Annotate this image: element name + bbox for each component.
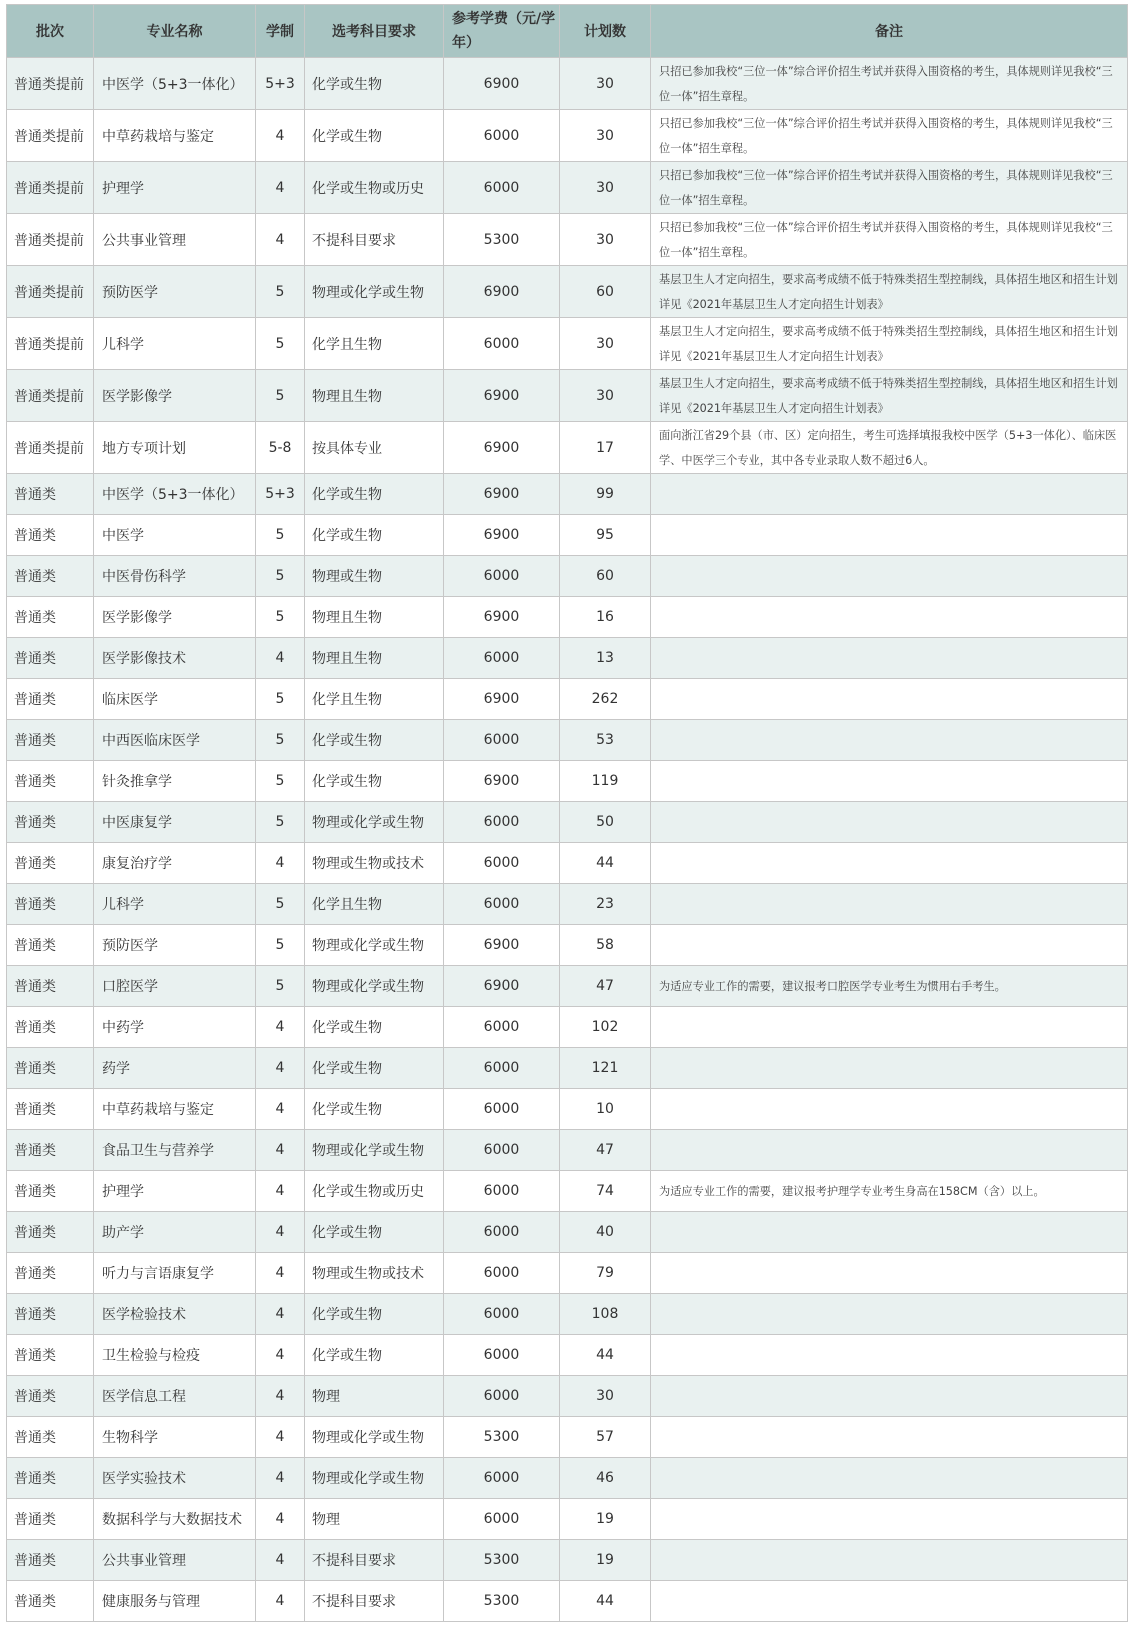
duration-cell: 5 [256, 556, 305, 597]
subjects-cell: 化学或生物 [305, 1007, 444, 1048]
note-cell: 基层卫生人才定向招生，要求高考成绩不低于特殊类招生型控制线，具体招生地区和招生计划详见《2021年基层卫生人才定向招生计划表》 [651, 266, 1128, 318]
subjects-cell: 物理 [305, 1499, 444, 1540]
note-cell [651, 1581, 1128, 1622]
note-cell [651, 1376, 1128, 1417]
subjects-cell: 化学且生物 [305, 318, 444, 370]
table-row [7, 843, 1128, 884]
duration-cell: 4 [256, 1130, 305, 1171]
batch-cell: 普通类 [7, 679, 94, 720]
table-row [7, 1089, 1128, 1130]
major-cell: 中草药栽培与鉴定 [94, 110, 256, 162]
duration-cell: 4 [256, 162, 305, 214]
plan-cell: 30 [560, 58, 651, 110]
subjects-cell: 化学或生物 [305, 720, 444, 761]
major-cell: 中西医临床医学 [94, 720, 256, 761]
table-row [7, 1171, 1128, 1212]
plan-cell: 44 [560, 1581, 651, 1622]
duration-cell: 4 [256, 1581, 305, 1622]
major-cell: 儿科学 [94, 884, 256, 925]
major-cell: 医学信息工程 [94, 1376, 256, 1417]
fee-cell: 6900 [444, 966, 560, 1007]
subjects-cell: 物理或化学或生物 [305, 1130, 444, 1171]
major-cell: 药学 [94, 1048, 256, 1089]
subjects-cell: 物理或生物 [305, 556, 444, 597]
table-row [7, 1335, 1128, 1376]
note-cell [651, 1212, 1128, 1253]
note-cell [651, 1294, 1128, 1335]
batch-cell: 普通类 [7, 1007, 94, 1048]
note-cell [651, 1335, 1128, 1376]
note-cell [651, 884, 1128, 925]
batch-cell: 普通类 [7, 1294, 94, 1335]
fee-cell: 6000 [444, 802, 560, 843]
fee-cell: 6000 [444, 1253, 560, 1294]
table-row [7, 1212, 1128, 1253]
major-cell: 听力与言语康复学 [94, 1253, 256, 1294]
batch-cell: 普通类 [7, 843, 94, 884]
major-cell: 数据科学与大数据技术 [94, 1499, 256, 1540]
duration-cell: 5 [256, 761, 305, 802]
duration-cell: 5 [256, 884, 305, 925]
fee-cell: 6000 [444, 1007, 560, 1048]
plan-cell: 74 [560, 1171, 651, 1212]
note-cell: 面向浙江省29个县（市、区）定向招生，考生可选择填报我校中医学（5+3一体化）、临床医学、中医学三个专业，其中各专业录取人数不超过6人。 [651, 422, 1128, 474]
duration-cell: 4 [256, 843, 305, 884]
major-cell: 健康服务与管理 [94, 1581, 256, 1622]
batch-cell: 普通类 [7, 1253, 94, 1294]
batch-cell: 普通类提前 [7, 318, 94, 370]
table-row [7, 884, 1128, 925]
subjects-cell: 物理 [305, 1376, 444, 1417]
fee-cell: 6900 [444, 597, 560, 638]
note-cell [651, 1417, 1128, 1458]
duration-cell: 4 [256, 1499, 305, 1540]
fee-cell: 6000 [444, 1458, 560, 1499]
duration-cell: 5 [256, 679, 305, 720]
fee-cell: 6000 [444, 884, 560, 925]
batch-cell: 普通类 [7, 638, 94, 679]
plan-cell: 44 [560, 843, 651, 884]
major-cell: 预防医学 [94, 266, 256, 318]
fee-cell: 6900 [444, 58, 560, 110]
fee-cell: 6000 [444, 162, 560, 214]
major-cell: 儿科学 [94, 318, 256, 370]
fee-cell: 6900 [444, 370, 560, 422]
subjects-cell: 物理且生物 [305, 370, 444, 422]
plan-cell: 58 [560, 925, 651, 966]
major-cell: 卫生检验与检疫 [94, 1335, 256, 1376]
fee-cell: 5300 [444, 1540, 560, 1581]
duration-cell: 5 [256, 266, 305, 318]
major-cell: 医学影像学 [94, 597, 256, 638]
table-row [7, 1417, 1128, 1458]
plan-cell: 40 [560, 1212, 651, 1253]
major-cell: 中医骨伤科学 [94, 556, 256, 597]
table-row [7, 1499, 1128, 1540]
subjects-cell: 物理且生物 [305, 638, 444, 679]
batch-cell: 普通类 [7, 1540, 94, 1581]
table-row [7, 597, 1128, 638]
note-cell: 为适应专业工作的需要，建议报考口腔医学专业考生为惯用右手考生。 [651, 966, 1128, 1007]
major-cell: 护理学 [94, 1171, 256, 1212]
fee-cell: 6000 [444, 1089, 560, 1130]
duration-cell: 5 [256, 802, 305, 843]
major-cell: 医学影像技术 [94, 638, 256, 679]
note-cell [651, 1253, 1128, 1294]
fee-cell: 6000 [444, 110, 560, 162]
table-row [7, 1376, 1128, 1417]
plan-cell: 119 [560, 761, 651, 802]
note-cell [651, 1048, 1128, 1089]
subjects-cell: 化学且生物 [305, 679, 444, 720]
major-cell: 助产学 [94, 1212, 256, 1253]
subjects-cell: 化学或生物 [305, 515, 444, 556]
table-row [7, 679, 1128, 720]
duration-cell: 4 [256, 1007, 305, 1048]
batch-cell: 普通类 [7, 720, 94, 761]
plan-cell: 262 [560, 679, 651, 720]
note-cell: 基层卫生人才定向招生，要求高考成绩不低于特殊类招生型控制线，具体招生地区和招生计划详见《2021年基层卫生人才定向招生计划表》 [651, 318, 1128, 370]
plan-cell: 30 [560, 318, 651, 370]
subjects-cell: 物理或化学或生物 [305, 802, 444, 843]
duration-cell: 5 [256, 720, 305, 761]
table-row [7, 110, 1128, 162]
plan-cell: 30 [560, 1376, 651, 1417]
note-cell [651, 679, 1128, 720]
table-row [7, 925, 1128, 966]
fee-cell: 5300 [444, 1417, 560, 1458]
plan-cell: 17 [560, 422, 651, 474]
subjects-cell: 化学或生物 [305, 1048, 444, 1089]
fee-cell: 6000 [444, 720, 560, 761]
major-cell: 康复治疗学 [94, 843, 256, 884]
header-plan: 计划数 [560, 5, 651, 58]
fee-cell: 6000 [444, 1048, 560, 1089]
batch-cell: 普通类 [7, 966, 94, 1007]
table-row [7, 761, 1128, 802]
batch-cell: 普通类 [7, 884, 94, 925]
table-row [7, 214, 1128, 266]
batch-cell: 普通类 [7, 1458, 94, 1499]
table-row [7, 422, 1128, 474]
plan-cell: 30 [560, 214, 651, 266]
batch-cell: 普通类 [7, 1048, 94, 1089]
batch-cell: 普通类提前 [7, 214, 94, 266]
major-cell: 中草药栽培与鉴定 [94, 1089, 256, 1130]
table-row [7, 1458, 1128, 1499]
duration-cell: 5-8 [256, 422, 305, 474]
subjects-cell: 物理或生物或技术 [305, 843, 444, 884]
duration-cell: 4 [256, 1089, 305, 1130]
duration-cell: 4 [256, 1294, 305, 1335]
subjects-cell: 不提科目要求 [305, 1540, 444, 1581]
fee-cell: 6000 [444, 1294, 560, 1335]
subjects-cell: 物理或化学或生物 [305, 1458, 444, 1499]
note-cell [651, 1130, 1128, 1171]
note-cell [651, 515, 1128, 556]
subjects-cell: 化学或生物 [305, 474, 444, 515]
table-row [7, 802, 1128, 843]
note-cell [651, 1540, 1128, 1581]
table-row [7, 58, 1128, 110]
subjects-cell: 化学或生物或历史 [305, 1171, 444, 1212]
plan-cell: 30 [560, 370, 651, 422]
fee-cell: 6000 [444, 318, 560, 370]
duration-cell: 4 [256, 1212, 305, 1253]
major-cell: 医学实验技术 [94, 1458, 256, 1499]
table-row [7, 966, 1128, 1007]
note-cell [651, 1007, 1128, 1048]
subjects-cell: 化学或生物 [305, 761, 444, 802]
table-row [7, 1253, 1128, 1294]
fee-cell: 6900 [444, 515, 560, 556]
table-row [7, 556, 1128, 597]
note-cell [651, 474, 1128, 515]
major-cell: 预防医学 [94, 925, 256, 966]
subjects-cell: 不提科目要求 [305, 1581, 444, 1622]
major-cell: 临床医学 [94, 679, 256, 720]
note-cell [651, 925, 1128, 966]
plan-cell: 50 [560, 802, 651, 843]
fee-cell: 6000 [444, 638, 560, 679]
fee-cell: 6000 [444, 1335, 560, 1376]
note-cell: 只招已参加我校“三位一体”综合评价招生考试并获得入围资格的考生，具体规则详见我校“三位一体”招生章程。 [651, 58, 1128, 110]
note-cell [651, 1499, 1128, 1540]
note-cell [651, 761, 1128, 802]
subjects-cell: 化学或生物 [305, 1294, 444, 1335]
table-row [7, 266, 1128, 318]
table-row [7, 1581, 1128, 1622]
plan-cell: 16 [560, 597, 651, 638]
note-cell [651, 720, 1128, 761]
duration-cell: 5 [256, 925, 305, 966]
major-cell: 中医学（5+3一体化） [94, 474, 256, 515]
duration-cell: 5 [256, 966, 305, 1007]
plan-cell: 23 [560, 884, 651, 925]
plan-cell: 10 [560, 1089, 651, 1130]
note-cell [651, 597, 1128, 638]
duration-cell: 4 [256, 110, 305, 162]
batch-cell: 普通类 [7, 1130, 94, 1171]
table-row [7, 720, 1128, 761]
table-header-row [7, 5, 1128, 58]
major-cell: 口腔医学 [94, 966, 256, 1007]
duration-cell: 4 [256, 1540, 305, 1581]
major-cell: 医学检验技术 [94, 1294, 256, 1335]
plan-cell: 47 [560, 1130, 651, 1171]
duration-cell: 4 [256, 1376, 305, 1417]
duration-cell: 5 [256, 370, 305, 422]
batch-cell: 普通类 [7, 1335, 94, 1376]
duration-cell: 5 [256, 515, 305, 556]
table-row [7, 370, 1128, 422]
duration-cell: 4 [256, 1171, 305, 1212]
table-row [7, 638, 1128, 679]
batch-cell: 普通类提前 [7, 422, 94, 474]
plan-cell: 47 [560, 966, 651, 1007]
header-major: 专业名称 [94, 5, 256, 58]
plan-cell: 121 [560, 1048, 651, 1089]
subjects-cell: 化学或生物或历史 [305, 162, 444, 214]
major-cell: 中医学 [94, 515, 256, 556]
table-row [7, 162, 1128, 214]
table-row [7, 474, 1128, 515]
note-cell [651, 556, 1128, 597]
duration-cell: 5+3 [256, 58, 305, 110]
note-cell: 只招已参加我校“三位一体”综合评价招生考试并获得入围资格的考生，具体规则详见我校“三位一体”招生章程。 [651, 110, 1128, 162]
batch-cell: 普通类提前 [7, 266, 94, 318]
fee-cell: 6000 [444, 1376, 560, 1417]
batch-cell: 普通类提前 [7, 58, 94, 110]
duration-cell: 4 [256, 214, 305, 266]
plan-cell: 46 [560, 1458, 651, 1499]
plan-cell: 53 [560, 720, 651, 761]
major-cell: 中医康复学 [94, 802, 256, 843]
fee-cell: 5300 [444, 214, 560, 266]
table-row [7, 1007, 1128, 1048]
major-cell: 针灸推拿学 [94, 761, 256, 802]
table-row [7, 318, 1128, 370]
plan-cell: 30 [560, 110, 651, 162]
major-cell: 中药学 [94, 1007, 256, 1048]
plan-cell: 19 [560, 1499, 651, 1540]
note-cell [651, 1089, 1128, 1130]
batch-cell: 普通类 [7, 1089, 94, 1130]
subjects-cell: 物理或化学或生物 [305, 966, 444, 1007]
major-cell: 公共事业管理 [94, 1540, 256, 1581]
note-cell: 基层卫生人才定向招生，要求高考成绩不低于特殊类招生型控制线，具体招生地区和招生计划详见《2021年基层卫生人才定向招生计划表》 [651, 370, 1128, 422]
duration-cell: 4 [256, 1458, 305, 1499]
note-cell [651, 1458, 1128, 1499]
fee-cell: 6900 [444, 422, 560, 474]
table-row [7, 1540, 1128, 1581]
header-batch: 批次 [7, 5, 94, 58]
batch-cell: 普通类 [7, 1376, 94, 1417]
subjects-cell: 化学且生物 [305, 884, 444, 925]
batch-cell: 普通类 [7, 802, 94, 843]
subjects-cell: 化学或生物 [305, 110, 444, 162]
subjects-cell: 化学或生物 [305, 1335, 444, 1376]
header-duration: 学制 [256, 5, 305, 58]
batch-cell: 普通类 [7, 925, 94, 966]
fee-cell: 6900 [444, 925, 560, 966]
plan-cell: 13 [560, 638, 651, 679]
header-note: 备注 [651, 5, 1128, 58]
batch-cell: 普通类 [7, 1171, 94, 1212]
fee-cell: 6900 [444, 761, 560, 802]
major-cell: 医学影像学 [94, 370, 256, 422]
table-row [7, 1048, 1128, 1089]
major-cell: 护理学 [94, 162, 256, 214]
plan-cell: 19 [560, 1540, 651, 1581]
plan-cell: 95 [560, 515, 651, 556]
fee-cell: 6900 [444, 474, 560, 515]
subjects-cell: 按具体专业 [305, 422, 444, 474]
subjects-cell: 物理或生物或技术 [305, 1253, 444, 1294]
table-body [7, 58, 1128, 1622]
fee-cell: 6000 [444, 843, 560, 884]
plan-cell: 60 [560, 266, 651, 318]
batch-cell: 普通类 [7, 556, 94, 597]
subjects-cell: 物理或化学或生物 [305, 925, 444, 966]
subjects-cell: 物理且生物 [305, 597, 444, 638]
duration-cell: 4 [256, 1253, 305, 1294]
batch-cell: 普通类 [7, 761, 94, 802]
batch-cell: 普通类提前 [7, 162, 94, 214]
batch-cell: 普通类 [7, 515, 94, 556]
major-cell: 中医学（5+3一体化） [94, 58, 256, 110]
batch-cell: 普通类 [7, 1417, 94, 1458]
batch-cell: 普通类 [7, 597, 94, 638]
duration-cell: 5+3 [256, 474, 305, 515]
note-cell: 只招已参加我校“三位一体”综合评价招生考试并获得入围资格的考生，具体规则详见我校“三位一体”招生章程。 [651, 162, 1128, 214]
table-row [7, 1130, 1128, 1171]
batch-cell: 普通类 [7, 1499, 94, 1540]
subjects-cell: 化学或生物 [305, 58, 444, 110]
batch-cell: 普通类 [7, 1212, 94, 1253]
plan-cell: 102 [560, 1007, 651, 1048]
plan-cell: 60 [560, 556, 651, 597]
fee-cell: 5300 [444, 1581, 560, 1622]
subjects-cell: 不提科目要求 [305, 214, 444, 266]
table-row [7, 1294, 1128, 1335]
major-cell: 公共事业管理 [94, 214, 256, 266]
plan-cell: 57 [560, 1417, 651, 1458]
batch-cell: 普通类提前 [7, 370, 94, 422]
major-cell: 食品卫生与营养学 [94, 1130, 256, 1171]
subjects-cell: 物理或化学或生物 [305, 266, 444, 318]
table-row [7, 515, 1128, 556]
plan-cell: 30 [560, 162, 651, 214]
fee-cell: 6900 [444, 266, 560, 318]
fee-cell: 6000 [444, 1130, 560, 1171]
subjects-cell: 物理或化学或生物 [305, 1417, 444, 1458]
major-cell: 地方专项计划 [94, 422, 256, 474]
major-cell: 生物科学 [94, 1417, 256, 1458]
fee-cell: 6000 [444, 1499, 560, 1540]
plan-cell: 99 [560, 474, 651, 515]
note-cell [651, 802, 1128, 843]
note-cell: 为适应专业工作的需要，建议报考护理学专业考生身高在158CM（含）以上。 [651, 1171, 1128, 1212]
note-cell [651, 638, 1128, 679]
subjects-cell: 化学或生物 [305, 1212, 444, 1253]
duration-cell: 5 [256, 597, 305, 638]
fee-cell: 6000 [444, 1212, 560, 1253]
batch-cell: 普通类提前 [7, 110, 94, 162]
fee-cell: 6000 [444, 556, 560, 597]
header-fee: 参考学费（元/学年） [444, 5, 560, 58]
duration-cell: 4 [256, 638, 305, 679]
note-cell [651, 843, 1128, 884]
batch-cell: 普通类 [7, 1581, 94, 1622]
plan-cell: 108 [560, 1294, 651, 1335]
header-subjects: 选考科目要求 [305, 5, 444, 58]
plan-cell: 79 [560, 1253, 651, 1294]
duration-cell: 4 [256, 1335, 305, 1376]
plan-cell: 44 [560, 1335, 651, 1376]
fee-cell: 6900 [444, 679, 560, 720]
duration-cell: 4 [256, 1417, 305, 1458]
duration-cell: 4 [256, 1048, 305, 1089]
fee-cell: 6000 [444, 1171, 560, 1212]
duration-cell: 5 [256, 318, 305, 370]
note-cell: 只招已参加我校“三位一体”综合评价招生考试并获得入围资格的考生，具体规则详见我校“三位一体”招生章程。 [651, 214, 1128, 266]
admissions-plan-table [6, 4, 1128, 1622]
subjects-cell: 化学或生物 [305, 1089, 444, 1130]
batch-cell: 普通类 [7, 474, 94, 515]
